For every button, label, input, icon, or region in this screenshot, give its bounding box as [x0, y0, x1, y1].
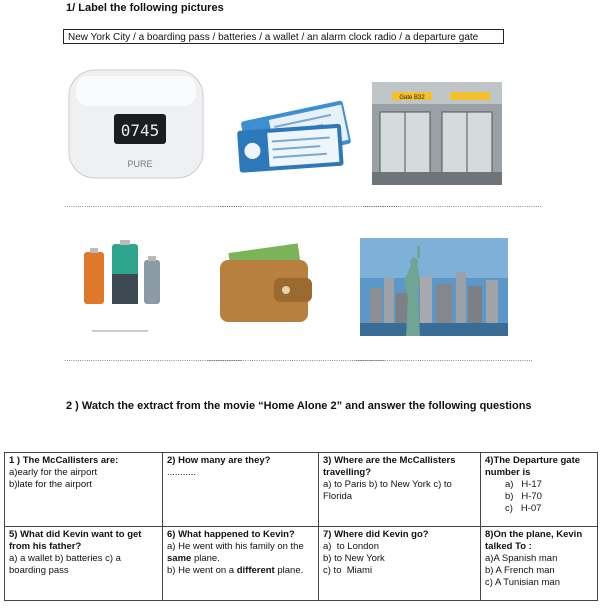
answer-line-4: ................................................................................	[64, 354, 242, 363]
answer-line-3: ................................................................................	[364, 200, 542, 209]
question-8-cell: 8)On the plane, Kevin talked To : a)A Spanish man b) A French man c) A Tunisian man	[481, 527, 598, 601]
answer-blank: ...........	[167, 467, 197, 478]
questions-table	[4, 452, 598, 601]
batteries-image	[78, 238, 168, 343]
answer-line-6: ................................................................................	[355, 354, 533, 363]
answer-line-1: ................................................................................	[64, 200, 242, 209]
answer-line-5: ................................................................................	[207, 354, 385, 363]
table-row	[5, 453, 598, 527]
task1-heading: 1/ Label the following pictures	[66, 2, 224, 14]
alarm-clock-image	[66, 66, 206, 184]
question-4-cell: 4)The Departure gate number is a) H-17 b) H-70 c) H-07	[481, 453, 598, 527]
question-6-cell: 6) What happened to Kevin? a) He went with his family on the same plane. b) He went on a different plane.	[163, 527, 319, 601]
departure-gate-image	[372, 82, 502, 185]
task2-heading: 2 ) Watch the extract from the movie “Home Alone 2” and answer the following questions	[66, 400, 532, 412]
clock-brand-text: PURE	[127, 159, 153, 169]
gate-sign-text: Gate B32	[399, 95, 425, 101]
question-2-cell: 2) How many are they? ...........	[163, 453, 319, 527]
clock-time-text: 0745	[120, 121, 160, 140]
question-7-cell: 7) Where did Kevin go? a) to London b) to New York c) to Miami	[319, 527, 481, 601]
question-5-cell: 5) What did Kevin want to get from his father? a) a wallet b) batteries c) a boarding pass	[5, 527, 163, 601]
question-3-cell: 3) Where are the McCallisters travelling? a) to Paris b) to New York c) to Florida	[319, 453, 481, 527]
boarding-pass-image	[234, 93, 354, 173]
wallet-image	[216, 242, 316, 328]
new-york-city-image	[360, 238, 508, 336]
word-bank: New York City / a boarding pass / batteries / a wallet / an alarm clock radio / a departure gate	[63, 29, 504, 44]
table-row	[5, 527, 598, 601]
question-1-cell: 1 ) The McCallisters are: a)early for the airport b)late for the airport	[5, 453, 163, 527]
answer-line-2: ................................................................................	[220, 200, 398, 209]
